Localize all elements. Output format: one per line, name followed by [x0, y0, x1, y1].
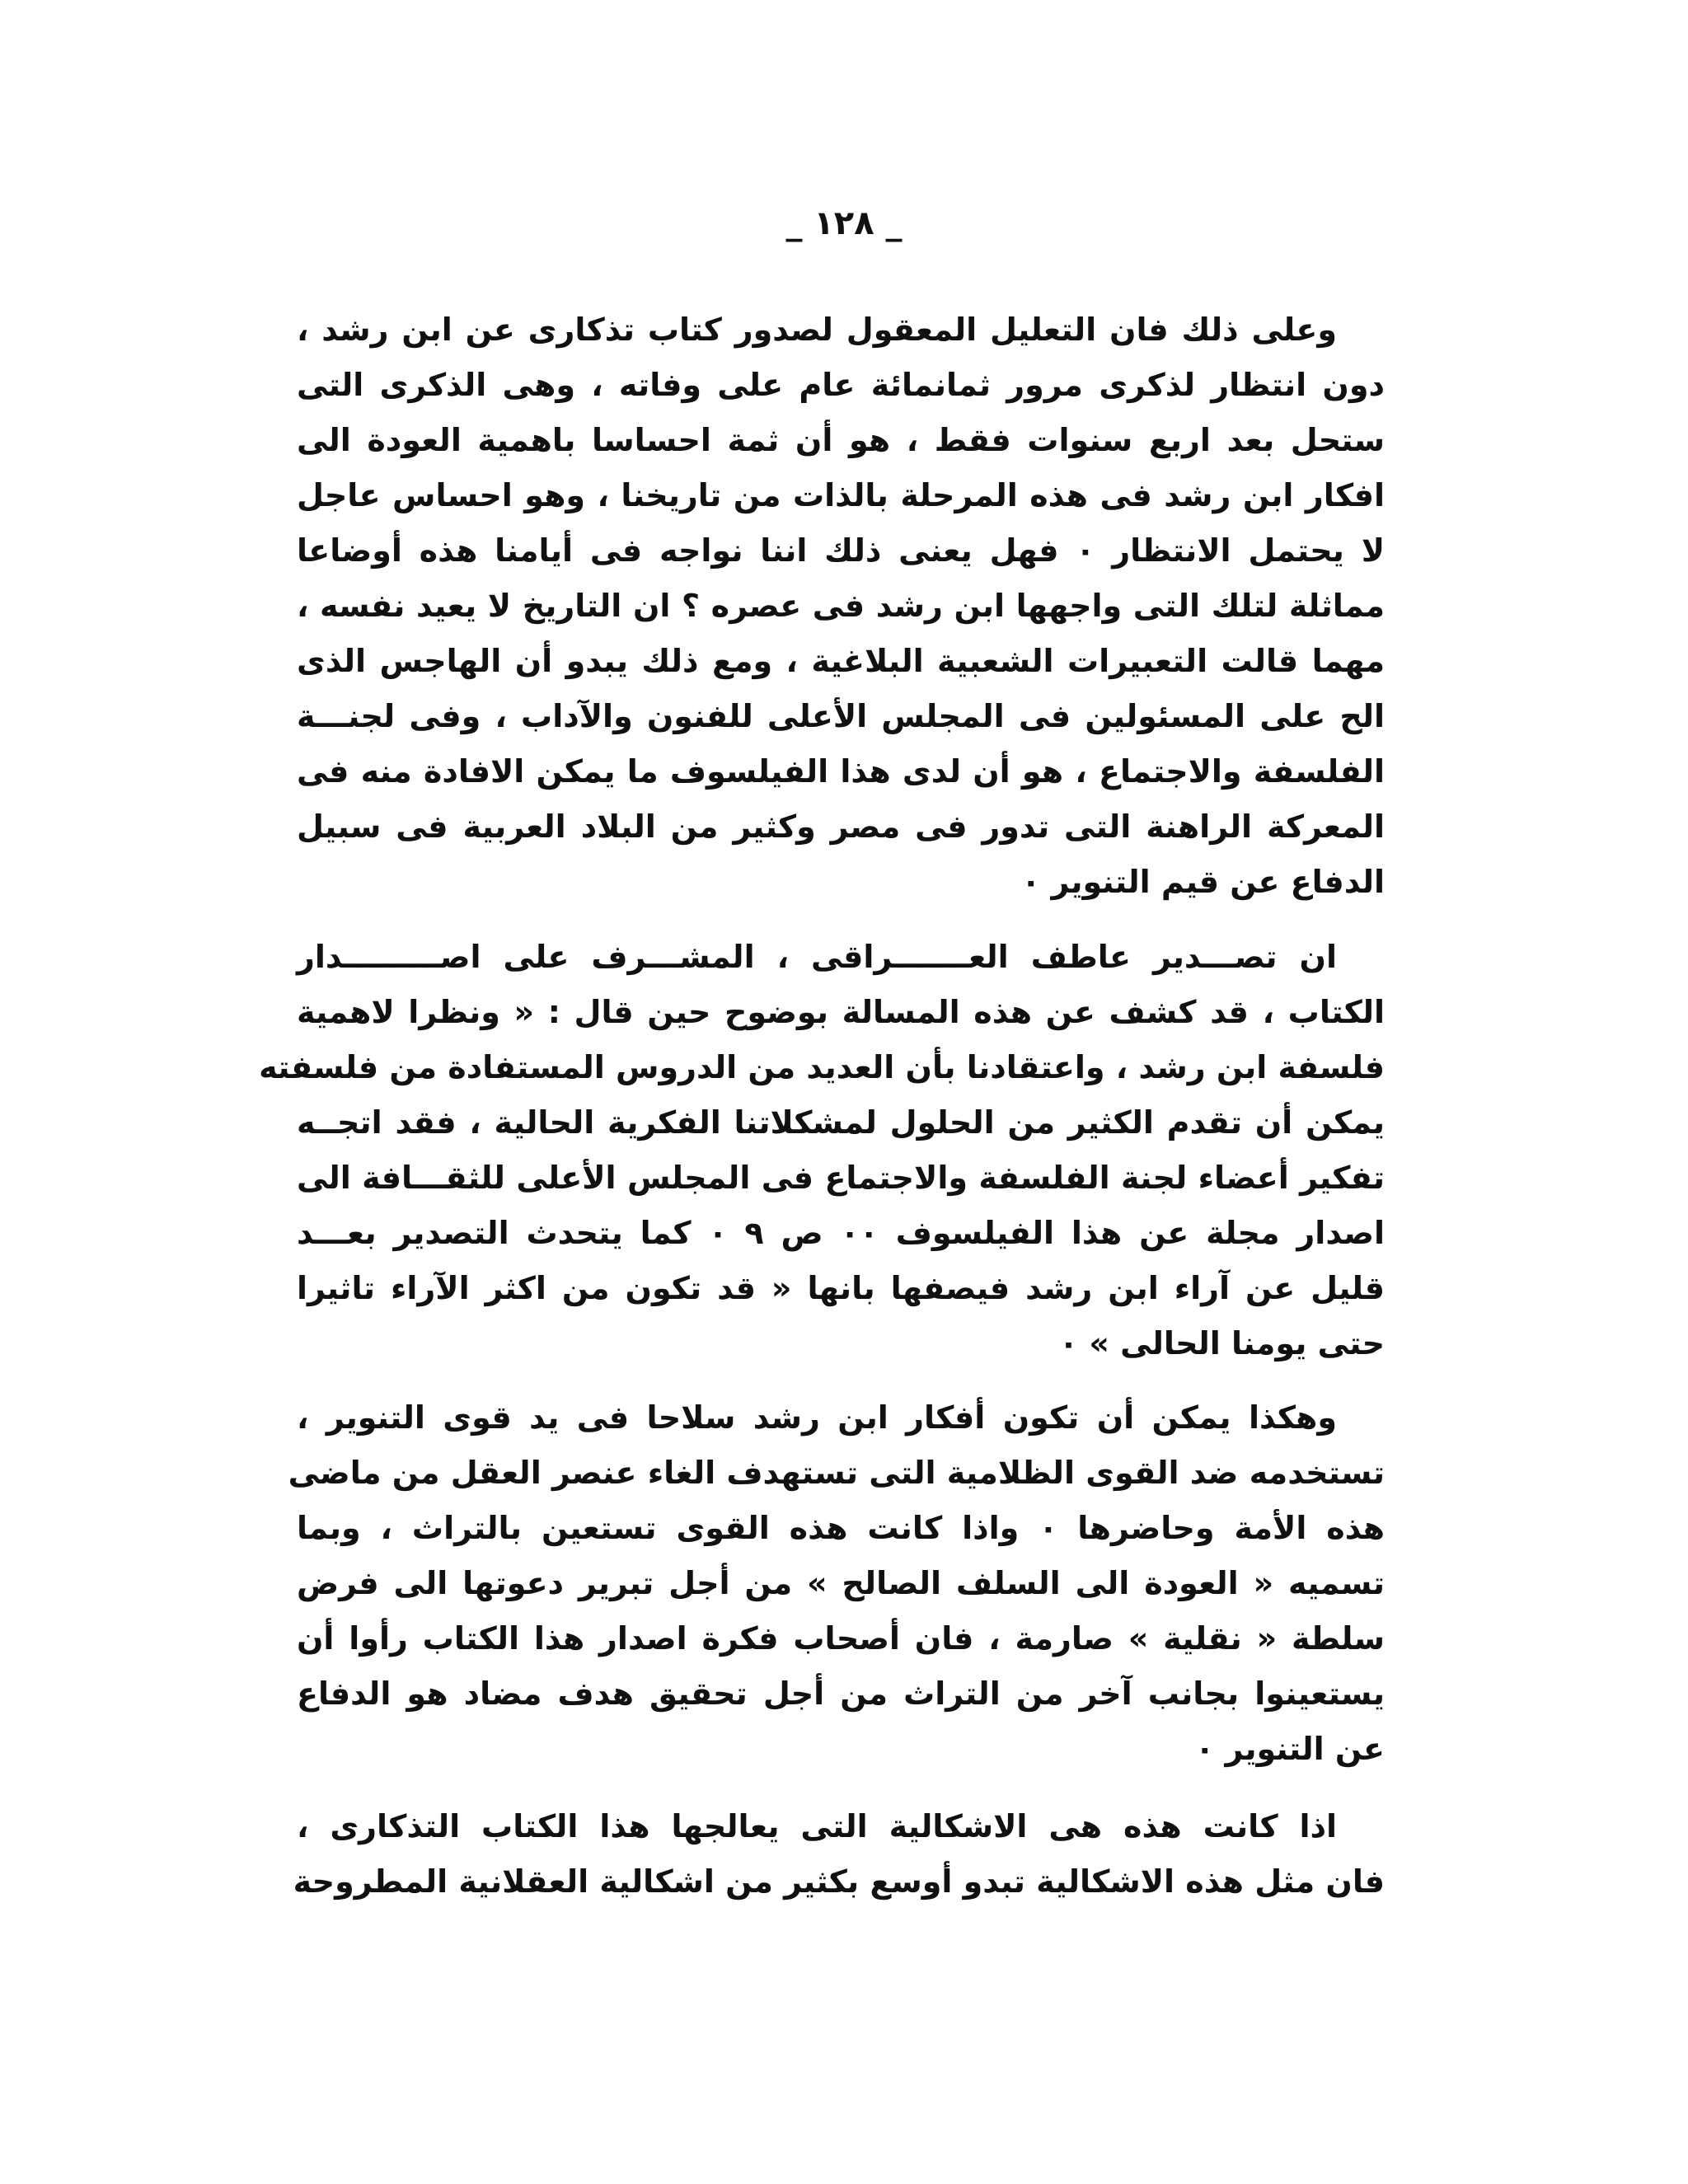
text-line: تستخدمه ضد القوى الظلامية التى تستهدف الغاء عنصر العقل من ماضى — [288, 1455, 1385, 1491]
text-line: قليل عن آراء ابن رشد فيصفها بانها « قد تكون من اكثر الآراء تاثيرا — [297, 1270, 1385, 1306]
text-line: سلطة « نقلية » صارمة ، فان أصحاب فكرة اصدار هذا الكتاب رأوا أن — [297, 1620, 1385, 1657]
text-line: مهما قالت التعبيرات الشعبية البلاغية ، ومع ذلك يبدو أن الهاجس الذى — [297, 643, 1385, 679]
text-line: فلسفة ابن رشد ، واعتقادنا بأن العديد من الدروس المستفادة من فلسفته — [259, 1049, 1385, 1085]
text-line: ستحل بعد اربع سنوات فقط ، هو أن ثمة احساسا باهمية العودة الى — [297, 422, 1385, 458]
text-line: الدفاع عن قيم التنوير ٠ — [1021, 864, 1385, 900]
text-line: دون انتظار لذكرى مرور ثمانمائة عام على وفاته ، وهى الذكرى التى — [297, 367, 1385, 403]
text-line: فان مثل هذه الاشكالية تبدو أوسع بكثير من اشكالية العقلانية المطروحة — [293, 1863, 1385, 1900]
text-line: مماثلة لتلك التى واجهها ابن رشد فى عصره ؟ ان التاريخ لا يعيد نفسه ، — [297, 588, 1385, 624]
text-line: وهكذا يمكن أن تكون أفكار ابن رشد سلاحا فى يد قوى التنوير ، — [297, 1399, 1337, 1436]
text-line: الفلسفة والاجتماع ، هو أن لدى هذا الفيلسوف ما يمكن الافادة منه فى — [297, 753, 1385, 790]
paragraph-3 — [288, 1390, 1385, 1777]
text-line: عن التنوير ٠ — [1195, 1731, 1385, 1767]
text-line: تسميه « العودة الى السلف الصالح » من أجل تبرير دعوتها الى فرض — [297, 1565, 1385, 1601]
text-line: يمكن أن تقدم الكثير من الحلول لمشكلاتنا الفكرية الحالية ، فقد اتجــه — [297, 1104, 1385, 1141]
text-line: ان تصـــدير عاطف العـــــــراقى ، المشـــرف على اصـــــــــدار — [297, 939, 1337, 975]
paragraph-1 — [297, 302, 1385, 910]
text-line: لا يحتمل الانتظار ٠ فهل يعنى ذلك اننا نواجه فى أيامنا هذه أوضاعا — [297, 532, 1385, 569]
text-line: اصدار مجلة عن هذا الفيلسوف ٠٠ ص ٩ ٠ كما يتحدث التصدير بعـــد — [297, 1215, 1386, 1251]
text-line: هذه الأمة وحاضرها ٠ واذا كانت هذه القوى تستعين بالتراث ، وبما — [297, 1510, 1385, 1546]
paragraph-4 — [293, 1799, 1385, 1910]
text-line: الكتاب ، قد كشف عن هذه المسالة بوضوح حين قال : « ونظرا لاهمية — [297, 994, 1385, 1030]
page-number: _ ١٢٨ _ — [785, 204, 903, 242]
text-line: الح على المسئولين فى المجلس الأعلى للفنون والآداب ، وفى لجنـــة — [297, 698, 1385, 734]
text-line: المعركة الراهنة التى تدور فى مصر وكثير من البلاد العربية فى سبيل — [297, 808, 1385, 845]
text-line: وعلى ذلك فان التعليل المعقول لصدور كتاب تذكارى عن ابن رشد ، — [297, 312, 1337, 348]
paragraph-2 — [259, 930, 1386, 1371]
text-line: اذا كانت هذه هى الاشكالية التى يعالجها هذا الكتاب التذكارى ، — [297, 1808, 1337, 1844]
text-line: يستعينوا بجانب آخر من التراث من أجل تحقيق هدف مضاد هو الدفاع — [297, 1675, 1385, 1712]
text-line: تفكير أعضاء لجنة الفلسفة والاجتماع فى المجلس الأعلى للثقـــافة الى — [297, 1160, 1385, 1196]
text-line: افكار ابن رشد فى هذه المرحلة بالذات من تاريخنا ، وهو احساس عاجل — [297, 477, 1385, 513]
text-line: حتى يومنا الحالى » ٠ — [1058, 1325, 1385, 1361]
